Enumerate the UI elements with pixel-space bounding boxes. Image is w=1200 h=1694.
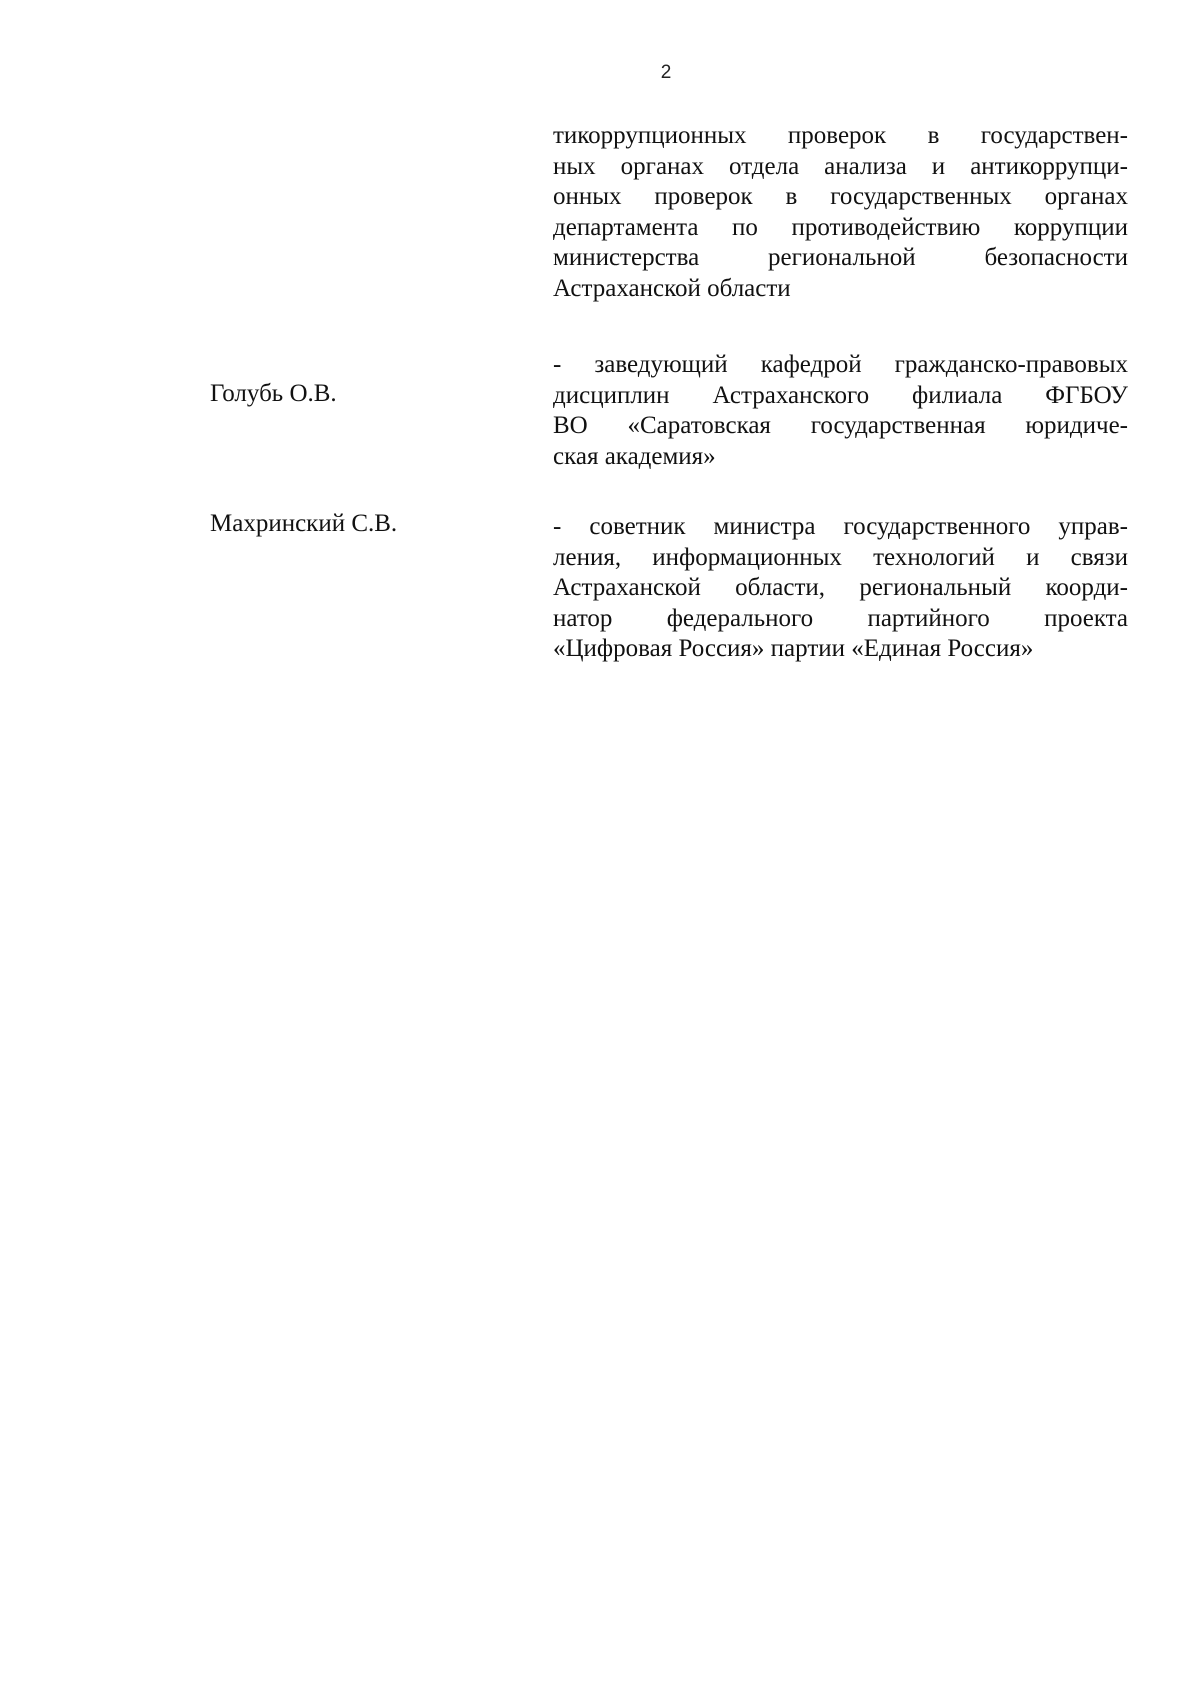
description-line: ления, информационных технологий и связи <box>553 543 1128 571</box>
member-position-description <box>553 512 1128 665</box>
member-name: Махринский С.В. <box>210 510 398 537</box>
page-number: 2 <box>660 62 672 83</box>
description-line: онных проверок в государственных органах <box>553 183 1128 210</box>
member-name: Голубь О.В. <box>210 380 337 407</box>
description-line: дисциплин Астраханского филиала ФГБОУ <box>553 381 1128 409</box>
member-position-description <box>553 350 1128 472</box>
member-position-description <box>553 121 1128 304</box>
description-line: ных органах отдела анализа и антикоррупци- <box>553 152 1128 180</box>
description-line: тикоррупционных проверок в государствен- <box>553 122 1128 149</box>
description-line: - советник министра государственного управ- <box>553 513 1128 540</box>
description-line: Астраханской области <box>553 274 791 302</box>
description-line: ская академия» <box>553 442 716 470</box>
description-line: ВО «Саратовская государственная юридиче- <box>553 412 1128 439</box>
description-line: департамента по противодействию коррупции <box>553 213 1128 241</box>
description-line: - заведующий кафедрой гражданско-правовых <box>553 351 1128 378</box>
description-line: натор федерального партийного проекта <box>553 604 1128 632</box>
description-line: министерства региональной безопасности <box>553 244 1128 271</box>
description-line: «Цифровая Россия» партии «Единая Россия» <box>553 635 1034 662</box>
description-line: Астраханской области, региональный коорди- <box>553 574 1128 601</box>
